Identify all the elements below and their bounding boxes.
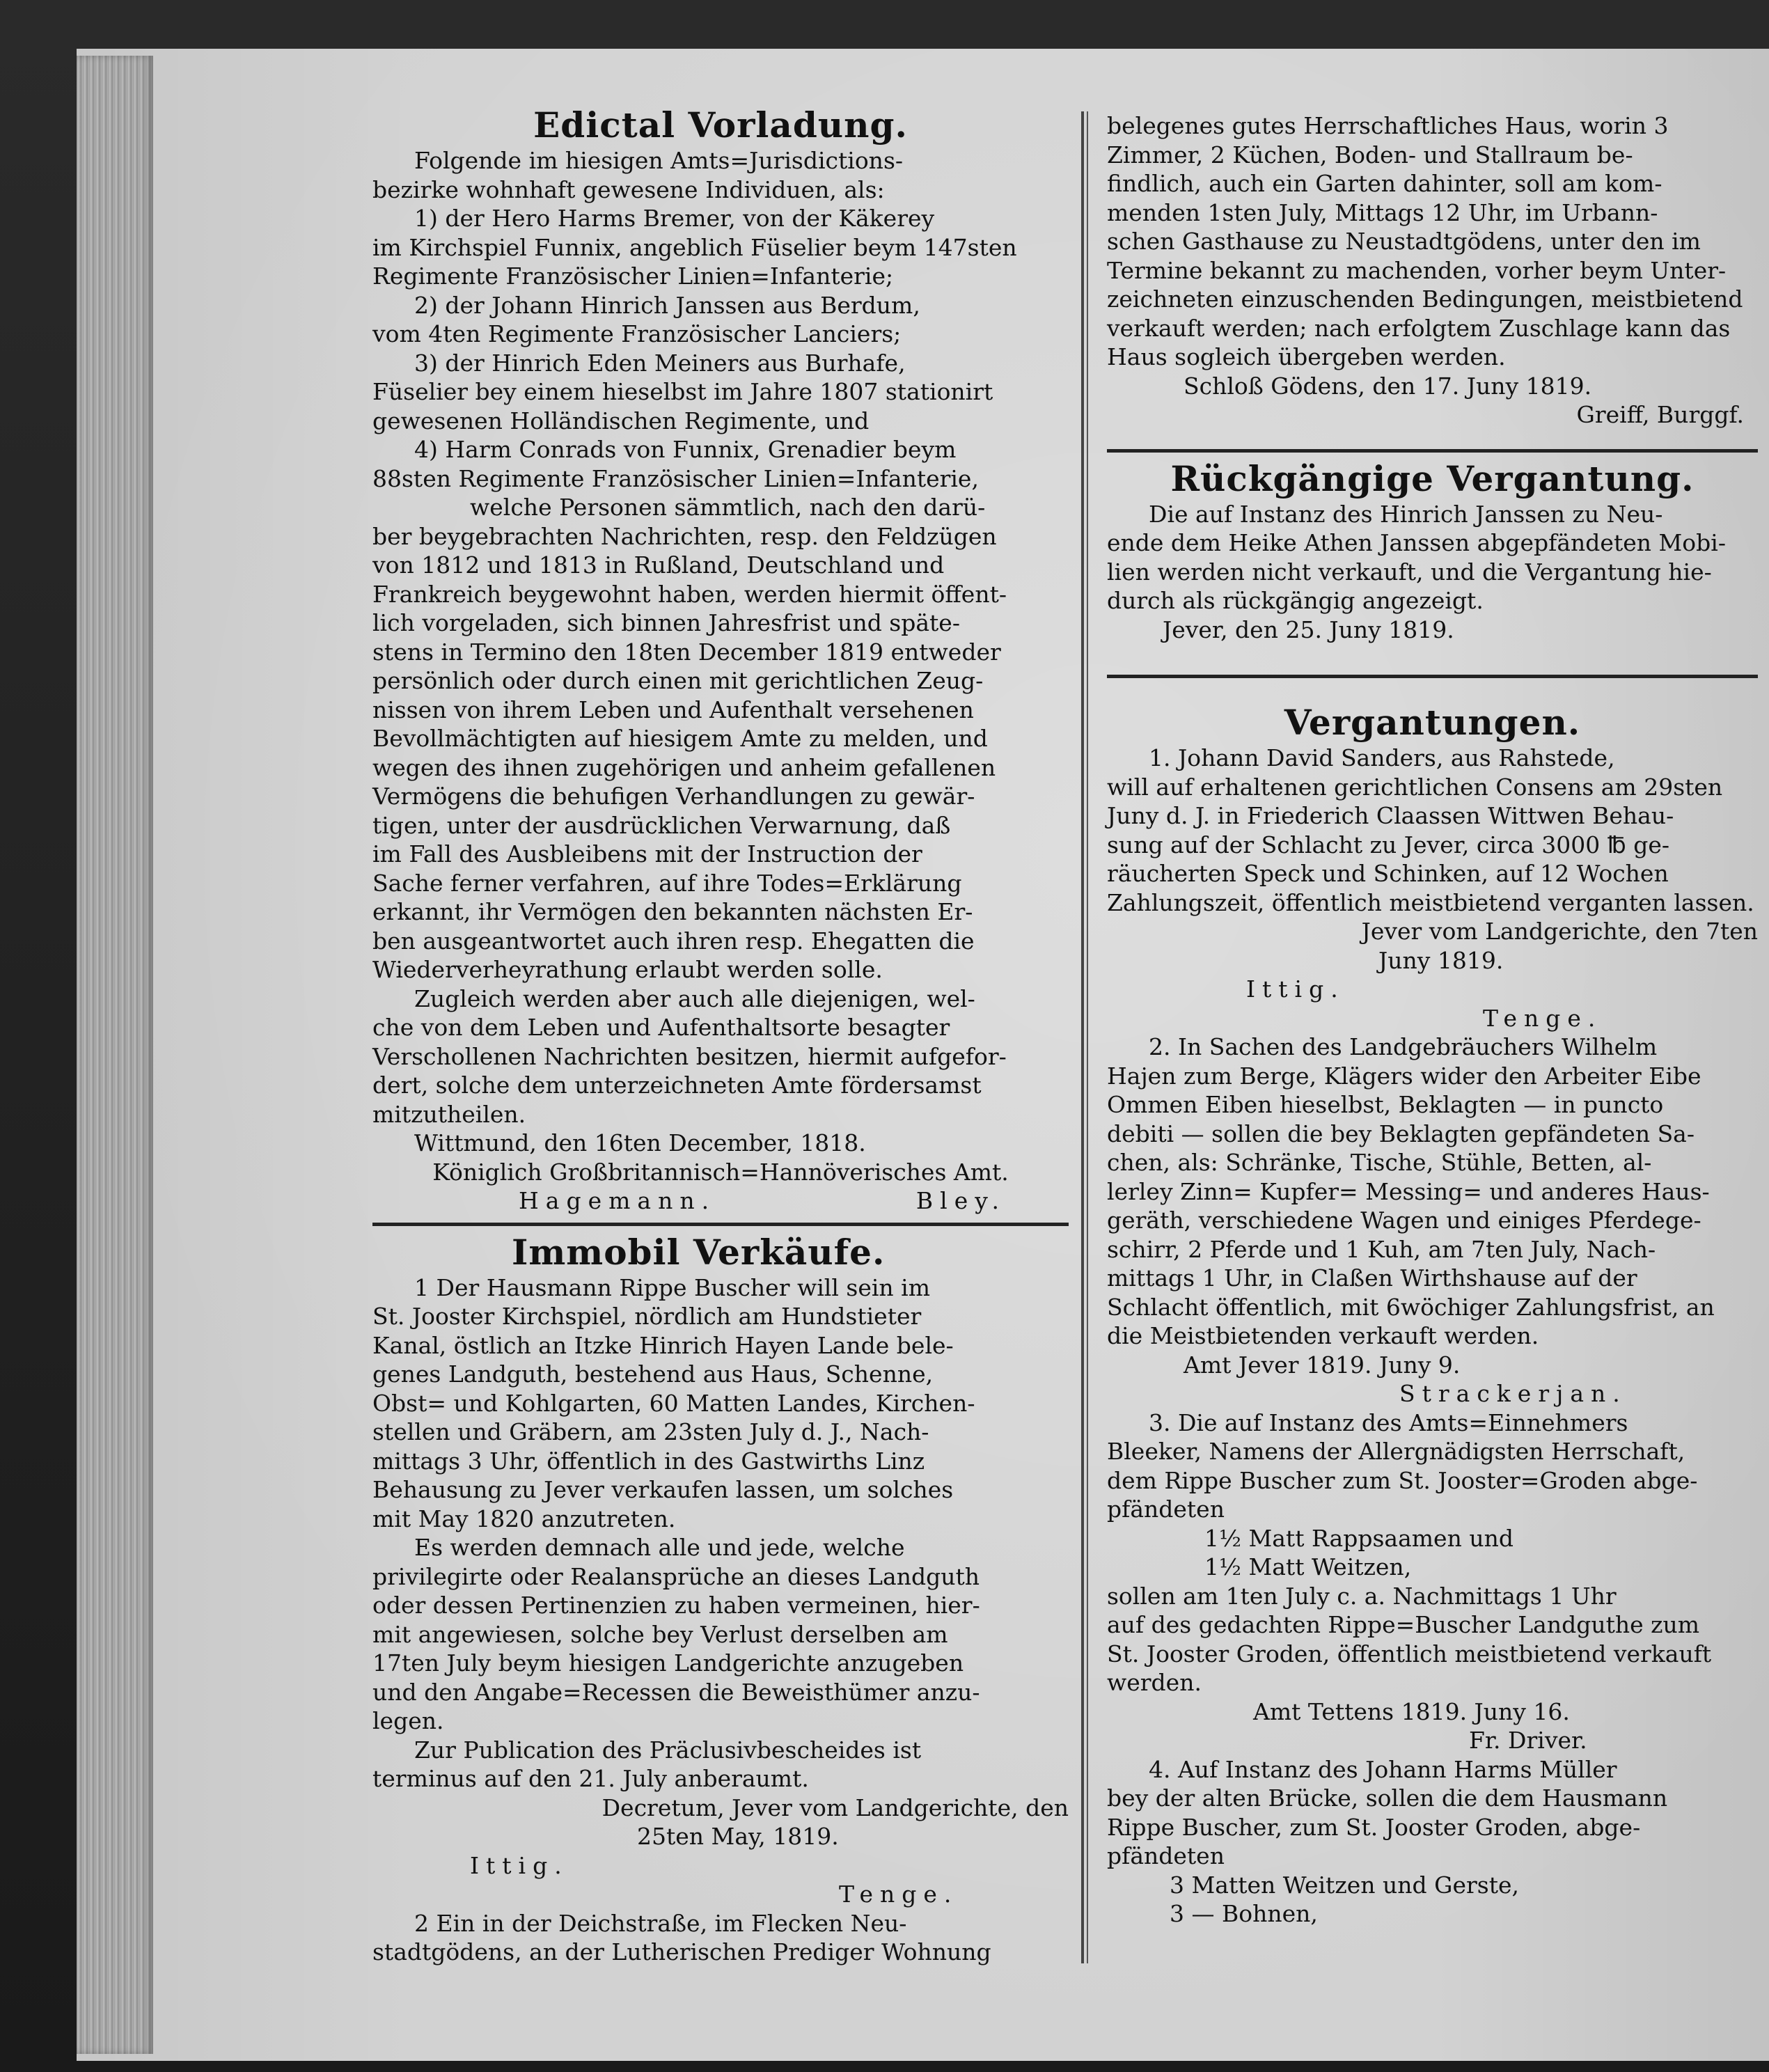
text-line: sung auf der Schlacht zu Jever, circa 3000 ℔ ge- [1107, 831, 1670, 858]
text-line: oder dessen Pertinenzien zu haben vermeinen, hier- [372, 1592, 980, 1619]
decree-date: 25ten May, 1819. [637, 1823, 839, 1850]
text-line: lerley Zinn= Kupfer= Messing= und anderes Haus- [1107, 1177, 1710, 1205]
column-divider-inner [1087, 111, 1088, 1963]
text-line: mittags 1 Uhr, in Claßen Wirthshause auf der [1107, 1264, 1637, 1292]
text-line: lien werden nicht verkauft, und die Vergantung hie- [1107, 558, 1712, 586]
house-sale-date: Schloß Gödens, den 17. Juny 1819. [1184, 372, 1592, 400]
rueckgaengige-date: Jever, den 25. Juny 1819. [1163, 615, 1454, 643]
text-line: gewesenen Holländischen Regimente, und [372, 407, 870, 434]
text-line: bezirke wohnhaft gewesene Individuen, als: [372, 175, 885, 203]
text-line: 17ten July beym hiesigen Landgerichte anzugeben [372, 1649, 964, 1677]
text-line: die Meistbietenden verkauft werden. [1107, 1322, 1539, 1349]
text-line: menden 1sten July, Mittags 12 Uhr, im Urbann- [1107, 198, 1658, 226]
text-line: von 1812 und 1813 in Rußland, Deutschland und [372, 551, 945, 579]
text-line: belegenes gutes Herrschaftliches Haus, worin 3 [1107, 112, 1669, 139]
text-line: genes Landguth, bestehend aus Haus, Schenne, [372, 1360, 934, 1388]
edictal-date: Wittmund, den 16ten December, 1818. [414, 1129, 866, 1156]
text-line: Zimmer, 2 Küchen, Boden- und Stallraum be- [1107, 141, 1633, 168]
text-line: Ommen Eiben hieselbst, Beklagten — in puncto [1107, 1091, 1664, 1118]
text-line: werden. [1107, 1669, 1202, 1696]
text-line: im Kirchspiel Funnix, angeblich Füselier beym 147sten [372, 233, 1017, 261]
text-line: mit angewiesen, solche bey Verlust derselben am [372, 1620, 948, 1648]
text-line: 3) der Hinrich Eden Meiners aus Burhafe, [414, 349, 906, 377]
house-sale-continued [1107, 111, 1758, 430]
text-line: Folgende im hiesigen Amts=Jurisdictions- [414, 147, 904, 174]
signature-ittig: Ittig. [1246, 975, 1345, 1003]
text-line: dem Rippe Buscher zum St. Jooster=Groden abge- [1107, 1466, 1698, 1494]
signature-ittig: Ittig. [470, 1851, 569, 1879]
item1-date: Jever vom Landgerichte, den 7ten [1361, 918, 1758, 945]
signature-greiff: Greiff, Burggf. [1576, 401, 1744, 428]
right-column [1107, 111, 1758, 1929]
text-line: will auf erhaltenen gerichtlichen Consens am 29sten [1107, 773, 1723, 801]
text-line: findlich, auch ein Garten dahinter, soll am kom- [1107, 170, 1662, 197]
text-line: schirr, 2 Pferde und 1 Kuh, am 7ten July, Nach- [1107, 1235, 1656, 1263]
text-line: mit May 1820 anzutreten. [372, 1505, 676, 1532]
text-line: durch als rückgängig angezeigt. [1107, 587, 1484, 614]
text-line: 4. Auf Instanz des Johann Harms Müller [1149, 1755, 1617, 1783]
section-rule [1107, 449, 1758, 453]
text-line: Haus sogleich übergeben werden. [1107, 343, 1506, 370]
signature-hagemann: Hagemann. [519, 1187, 716, 1214]
vergantungen-body [1107, 744, 1758, 1929]
item2-date: Amt Jever 1819. Juny 9. [1184, 1351, 1461, 1379]
item4-sub: 3 Matten Weitzen und Gerste, [1170, 1871, 1519, 1899]
text-line: Frankreich beygewohnt haben, werden hiermit öffent- [372, 580, 1007, 608]
edictal-signatures [372, 1186, 1069, 1216]
text-line: zeichneten einzuschenden Bedingungen, meistbietend [1107, 285, 1743, 313]
signature-driver: Fr. Driver. [1469, 1727, 1587, 1754]
item4-sub: 3 — Bohnen, [1170, 1900, 1318, 1927]
text-line: und den Angabe=Recessen die Beweisthümer anzu- [372, 1678, 980, 1706]
text-line: pfändeten [1107, 1842, 1225, 1869]
text-line: Bevollmächtigten auf hiesigem Amte zu melden, und [372, 725, 988, 752]
left-column [372, 104, 1069, 1967]
text-line: stadtgödens, an der Lutherischen Prediger Wohnung [372, 1938, 991, 1965]
text-line: lich vorgeladen, sich binnen Jahresfrist und späte- [372, 609, 960, 636]
item1-date-cont: Juny 1819. [1378, 946, 1504, 974]
edictal-heading: Edictal Vorladung. [533, 104, 908, 146]
item3-sub: 1½ Matt Weitzen, [1204, 1553, 1412, 1580]
immobil-heading: Immobil Verkäufe. [512, 1231, 886, 1273]
signature-strackerjan: Strackerjan. [1399, 1380, 1627, 1407]
text-line: im Fall des Ausbleibens mit der Instruction der [372, 840, 922, 868]
text-line: stellen und Gräbern, am 23sten July d. J., Nach- [372, 1418, 929, 1445]
text-line: Es werden demnach alle und jede, welche [414, 1534, 905, 1561]
text-line: erkannt, ihr Vermögen den bekannten nächsten Er- [372, 898, 973, 925]
text-line: geräth, verschiedene Wagen und einiges Pferdege- [1107, 1207, 1701, 1234]
text-line: Zahlungszeit, öffentlich meistbietend verganten lassen. [1107, 888, 1754, 916]
text-line: schen Gasthause zu Neustadtgödens, unter den im [1107, 228, 1701, 255]
text-line: Obst= und Kohlgarten, 60 Matten Landes, Kirchen- [372, 1389, 975, 1417]
text-line: welche Personen sämmtlich, nach den darü- [470, 494, 986, 521]
text-line: privilegirte oder Realansprüche an dieses Landguth [372, 1562, 980, 1590]
text-line: Rippe Buscher, zum St. Jooster Groden, abge- [1107, 1813, 1641, 1841]
text-line: Behausung zu Jever verkaufen lassen, um solches [372, 1476, 954, 1503]
text-line: St. Jooster Groden, öffentlich meistbietend verkauft [1107, 1640, 1712, 1667]
signature-tenge: Tenge. [839, 1881, 959, 1908]
section-rule [372, 1223, 1069, 1226]
edictal-body [372, 146, 1069, 1216]
text-line: 88sten Regimente Französischer Linien=Infanterie, [372, 464, 979, 492]
text-line: che von dem Leben und Aufenthaltsorte besagter [372, 1014, 950, 1041]
vergantungen-heading: Vergantungen. [1284, 702, 1581, 743]
text-line: vom 4ten Regimente Französischer Lanciers; [372, 320, 902, 347]
text-line: ben ausgeantwortet auch ihren resp. Ehegatten die [372, 927, 975, 955]
text-line: 1) der Hero Harms Bremer, von der Käkerey [414, 205, 935, 232]
text-line: Juny d. J. in Friederich Claassen Wittwen Behau- [1107, 802, 1674, 829]
text-line: Sache ferner verfahren, auf ihre Todes=Erklärung [372, 869, 962, 897]
text-line: nissen von ihrem Leben und Aufenthalt versehenen [372, 696, 974, 723]
text-line: Zur Publication des Präclusivbescheides ist [414, 1736, 922, 1764]
text-line: dert, solche dem unterzeichneten Amte fördersamst [372, 1072, 982, 1099]
text-line: terminus auf den 21. July anberaumt. [372, 1765, 809, 1792]
text-line: Kanal, östlich an Itzke Hinrich Hayen Lande bele- [372, 1331, 954, 1359]
text-line: Füselier bey einem hieselbst im Jahre 1807 stationirt [372, 378, 993, 405]
section-rule [1107, 675, 1758, 678]
text-line: 2) der Johann Hinrich Janssen aus Berdum, [414, 291, 920, 319]
text-line: Zugleich werden aber auch alle diejenigen, wel- [414, 984, 975, 1012]
rueckgaengige-heading: Rückgängige Vergantung. [1170, 457, 1695, 499]
text-line: 1. Johann David Sanders, aus Rahstede, [1149, 744, 1615, 771]
decree-line: Decretum, Jever vom Landgerichte, den [602, 1794, 1069, 1821]
text-line: 1 Der Hausmann Rippe Buscher will sein im [414, 1273, 930, 1301]
text-line: Termine bekannt zu machenden, vorher beym Unter- [1107, 256, 1727, 284]
text-line: ber beygebrachten Nachrichten, resp. den Feldzügen [372, 522, 997, 550]
text-line: tigen, unter der ausdrücklichen Verwarnung, daß [372, 811, 951, 839]
signature-tenge: Tenge. [1483, 1004, 1603, 1032]
text-line: stens in Termino den 18ten December 1819 entweder [372, 638, 1001, 666]
text-line: 2 Ein in der Deichstraße, im Flecken Neu- [414, 1909, 907, 1937]
text-line: legen. [372, 1707, 444, 1734]
text-line: persönlich oder durch einen mit gerichtlichen Zeug- [372, 667, 984, 694]
book-page-edges [77, 56, 153, 2054]
text-line: pfändeten [1107, 1496, 1225, 1523]
text-line: 3. Die auf Instanz des Amts=Einnehmers [1149, 1408, 1628, 1436]
text-line: räucherten Speck und Schinken, auf 12 Wochen [1107, 860, 1669, 887]
text-line: St. Jooster Kirchspiel, nördlich am Hundstieter [372, 1303, 922, 1330]
text-line: Vermögens die behufigen Verhandlungen zu gewär- [372, 783, 975, 810]
text-line: wegen des ihnen zugehörigen und anheim gefallenen [372, 753, 996, 781]
text-line: Verschollenen Nachrichten besitzen, hiermit aufgefor- [372, 1042, 1007, 1070]
text-line: Regimente Französischer Linien=Infanterie; [372, 262, 894, 290]
text-line: mittags 3 Uhr, öffentlich in des Gastwirths Linz [372, 1447, 925, 1475]
text-line: verkauft werden; nach erfolgtem Zuschlage kann das [1107, 314, 1731, 342]
rueckgaengige-body [1107, 500, 1758, 645]
column-divider [1081, 111, 1084, 1963]
signature-bley: Bley. [915, 1187, 1006, 1214]
text-line: auf des gedachten Rippe=Buscher Landguthe zum [1107, 1611, 1700, 1638]
item3-sub: 1½ Matt Rappsaamen und [1204, 1524, 1514, 1552]
text-line: Hajen zum Berge, Klägers wider den Arbeiter Eibe [1107, 1062, 1701, 1090]
text-line: 2. In Sachen des Landgebräuchers Wilhelm [1149, 1033, 1658, 1060]
text-line: Die auf Instanz des Hinrich Janssen zu Neu- [1149, 500, 1663, 528]
text-line: Wiederverheyrathung erlaubt werden solle. [372, 956, 883, 983]
text-line: 4) Harm Conrads von Funnix, Grenadier beym [414, 436, 957, 463]
text-line: Bleeker, Namens der Allergnädigsten Herrschaft, [1107, 1438, 1685, 1465]
item3-date: Amt Tettens 1819. Juny 16. [1253, 1697, 1570, 1725]
text-line: mitzutheilen. [372, 1100, 526, 1128]
text-line: ende dem Heike Athen Janssen abgepfändeten Mobi- [1107, 529, 1726, 556]
text-line: chen, als: Schränke, Tische, Stühle, Betten, al- [1107, 1149, 1652, 1176]
text-line: debiti — sollen die bey Beklagten gepfändeten Sa- [1107, 1120, 1695, 1147]
edictal-office: Königlich Großbritannisch=Hannöverisches Amt. [432, 1158, 1009, 1186]
text-line: Schlacht öffentlich, mit 6wöchiger Zahlungsfrist, an [1107, 1293, 1715, 1321]
text-line: bey der alten Brücke, sollen die dem Hausmann [1107, 1784, 1668, 1812]
text-line: sollen am 1ten July c. a. Nachmittags 1 Uhr [1107, 1582, 1617, 1610]
immobil-body [372, 1273, 1069, 1967]
